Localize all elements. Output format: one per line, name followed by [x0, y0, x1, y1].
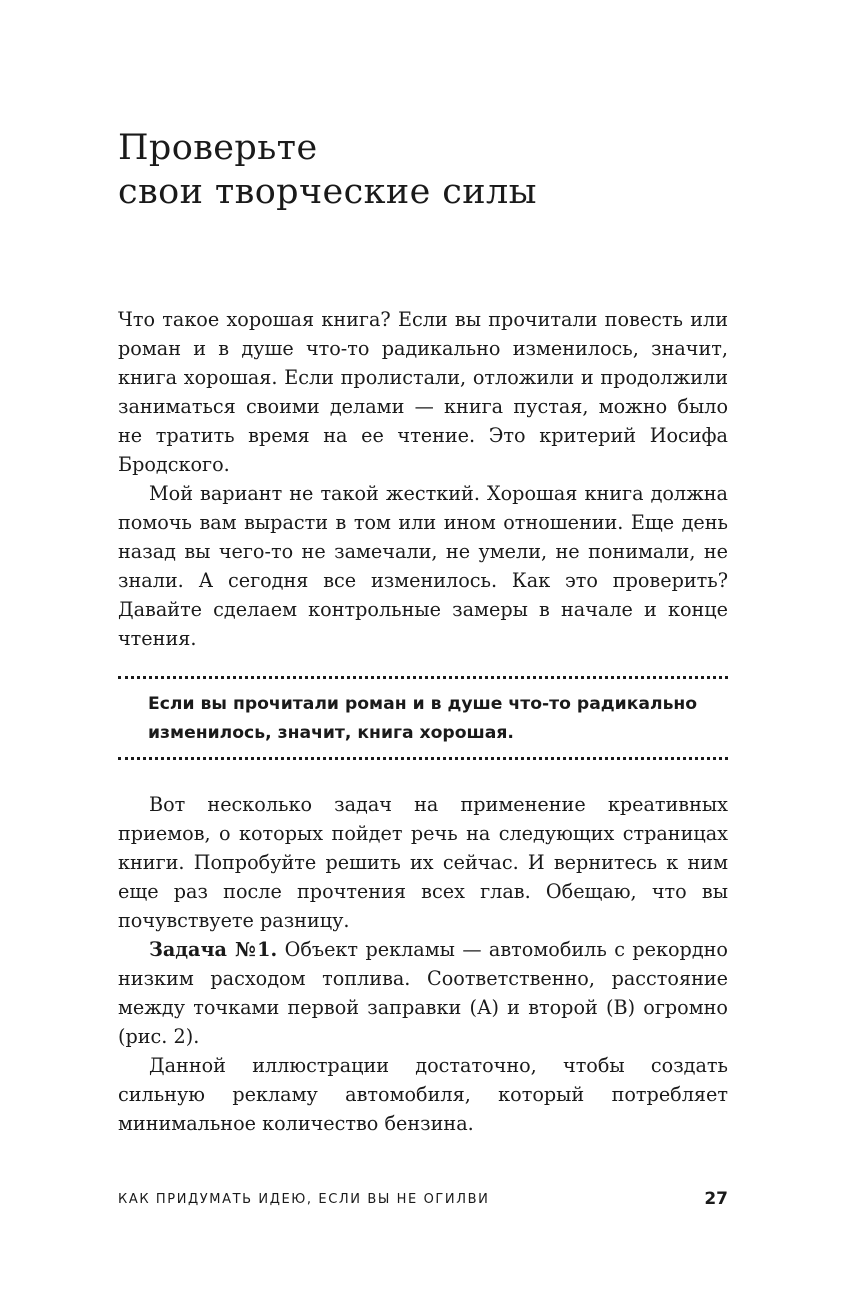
- paragraph-my-variant: Мой вариант не такой жесткий. Хорошая книга должна помочь вам вырасти в том или ином отношении. Еще день назад вы чего-то не замечали, не умели, не понимали, не знали. А сегодня все изменилось. Как это проверить? Давайте сделаем контрольные замеры в начале и конце чтения.: [118, 482, 728, 650]
- page-number: 27: [704, 1189, 728, 1209]
- chapter-title-line-2: свои творческие силы: [118, 172, 537, 212]
- body-text-tasks: [118, 790, 728, 1138]
- paragraph-task-1: [118, 935, 728, 1051]
- pull-quote-text: Если вы прочитали роман и в душе что-то радикально изменилось, значит, книга хорошая.: [148, 694, 698, 743]
- pull-quote: [118, 676, 728, 761]
- chapter-title-line-1: Проверьте: [118, 128, 318, 168]
- task-1-label: Задача №1.: [149, 938, 278, 961]
- chapter-title: [118, 126, 738, 214]
- paragraph-good-book: Что такое хорошая книга? Если вы прочитали повесть или роман и в душе что-то радикально изменилось, значит, книга хорошая. Если пролистали, отложили и продолжили заниматься своими делами — книга пустая, можно было не тратить время на ее чтение. Это критерий Иосифа Бродского.: [118, 308, 728, 476]
- pull-quote-bottom-divider: [118, 757, 728, 760]
- paragraph-tasks-intro: Вот несколько задач на применение креативных приемов, о которых пойдет речь на следующих страницах книги. Попробуйте решить их сейчас. И вернитесь к ним еще раз после прочтения всех глав. Обещаю, что вы почувствуете разницу.: [118, 793, 728, 932]
- task-1-text: Объект рекламы — автомобиль с рекордно низким расходом топлива. Соответственно, расстояние между точками первой заправки (А) и второй (В) огромно (рис. 2).: [118, 938, 728, 1048]
- body-text-intro: [118, 305, 728, 653]
- pull-quote-top-divider: [118, 676, 728, 679]
- paragraph-illustration: Данной иллюстрации достаточно, чтобы создать сильную рекламу автомобиля, который потребляет минимальное количество бензина.: [118, 1054, 728, 1135]
- running-footer-book-title: КАК ПРИДУМАТЬ ИДЕЮ, ЕСЛИ ВЫ НЕ ОГИЛВИ: [118, 1192, 490, 1207]
